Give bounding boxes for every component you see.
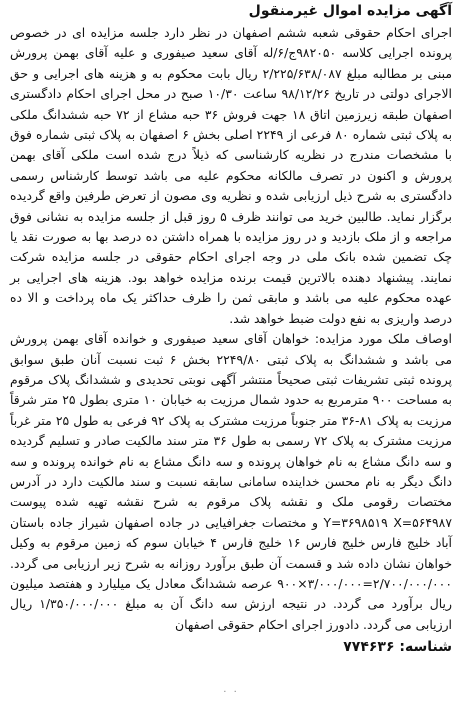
notice-code-label: شناسه:	[399, 639, 452, 656]
footer-dots: · ·	[223, 687, 239, 698]
notice-paragraph-auction-terms: اجرای احکام حقوقی شعبه ششم اصفهان در نظر دارد جلسه مزایده ای در خصوص پرونده اجرایی کلاسه ۹۸۲۰۵۰ج/۶/له آقای سعید صیفوری و علیه آقای بهمن پرورش مبنی بر مطالبه مبلغ ۲/۲۲۵/۶۳۸/۰۸۷ ریال بابت محکوم به و هزینه های اجرایی و حق الاجرای دولتی در تاریخ ۹۸/۱۲/۲۶ ساعت ۱۰/۳۰ صبح در محل اجرای احکام دادگستری اصفهان طبقه زیرزمین اتاق ۱۸ جهت فروش ۳۶ حبه مشاع از ۷۲ حبه ششدانگ ملکی به پلاک ثبتی شماره ۸۰ فرعی از ۲۲۴۹ اصلی بخش ۶ اصفهان به پلاک ثبتی شماره فوق با مشخصات مندرج در نظریه کارشناسی که ذیلاً درج شده است ملکی آقای بهمن پرورش و اکنون در تصرف مالکانه محکوم علیه می باشد توسط کارشناس رسمی دادگستری به شرح ذیل ارزیابی شده و نظریه وی مصون از تعرض طرفین واقع گردیده برگزار نماید. طالبین خرید می توانند ظرف ۵ روز قبل از جلسه مزایده به نشانی فوق مراجعه و از ملک بازدید و در روز مزایده با همراه داشتن ده درصد بها به صورت نقد یا چک تضمین شده بانک ملی در وجه اجرای احکام حقوقی در جلسه مزایده شرکت نمایند. پیشنهاد دهنده بالاترین قیمت برنده مزایده خواهد بود. هزینه های اجرایی بر عهده محکوم علیه می باشد و مابقی ثمن را ظرف حداکثر یک ماه پرداخت و الا ده درصد واریزی به نفع دولت ضبط خواهد شد.	[10, 25, 453, 326]
notice-document	[10, 0, 452, 702]
notice-paragraph-property-description: اوصاف ملک مورد مزایده: خواهان آقای سعید صیفوری و خوانده آقای بهمن پرورش می باشد و ششدانگ به پلاک ثبتی ۲۲۴۹/۸۰ بخش ۶ ثبت نسبت آنان طبق سوابق پرونده ثبتی تشریفات ثبتی صحیحاً منتشر آگهی نوبتی تحدیدی و ششدانگ پلاک مرقوم به مساحت ۹۰۰ مترمربع به حدود شمال مرزیت به خیابان ۱۰ متری بطول ۲۵ متر شرقاً مرزیت به پلاک ۸۱-۳۶ متر جنوباً مرزیت مشترک به پلاک ۹۲ فرعی به طول ۲۵ متر غرباً مرزیت مشترک به پلاک ۷۲ رسمی به طول ۳۶ متر سند مالکیت صادر و تسلیم گردیده و سه دانگ مشاع به نام خواهان پرونده و سه دانگ مشاع به نام خوانده پرونده و سه دانگ دیگر به نام محسن خداینده سامانی سابقه نسبت و سند مالکیت دارد در آدرس مختصات رقومی ملک و نقشه پلاک مرقوم به شرح نقشه تهیه شده پیوست Y=۳۶۹۸۵۱۹ X=۵۶۴۹۸۷ و مختصات جغرافیایی در جاده اصفهان شیراز جاده باستان آباد خلیج فارس خلیج فارس ۱۶ خلیج فارس ۴ خیابان سوم که زمین مرقوم به وکیل خواهان نشان داده شد و قسمت آن طبق برآورد روزانه به شرح زیر ارزیابی می گردد. ۲/۷۰۰/۰۰۰/۰۰۰=۳/۰۰۰/۰۰۰×۹۰۰ عرصه ششدانگ معادل یک میلیارد و هفتصد میلیون ریال برآورد می گردد. در نتیجه ارزش سه دانگ آن به مبلغ ۱/۳۵۰/۰۰۰/۰۰۰ ریال ارزیابی می گردد. دادورز اجرای احکام حقوقی اصفهان	[10, 331, 453, 632]
notice-code-line	[10, 637, 452, 657]
notice-title: آگهی مزایده اموال غیرمنقول	[248, 3, 452, 19]
notice-code-value: ۷۷۴۶۳۶	[343, 639, 395, 656]
